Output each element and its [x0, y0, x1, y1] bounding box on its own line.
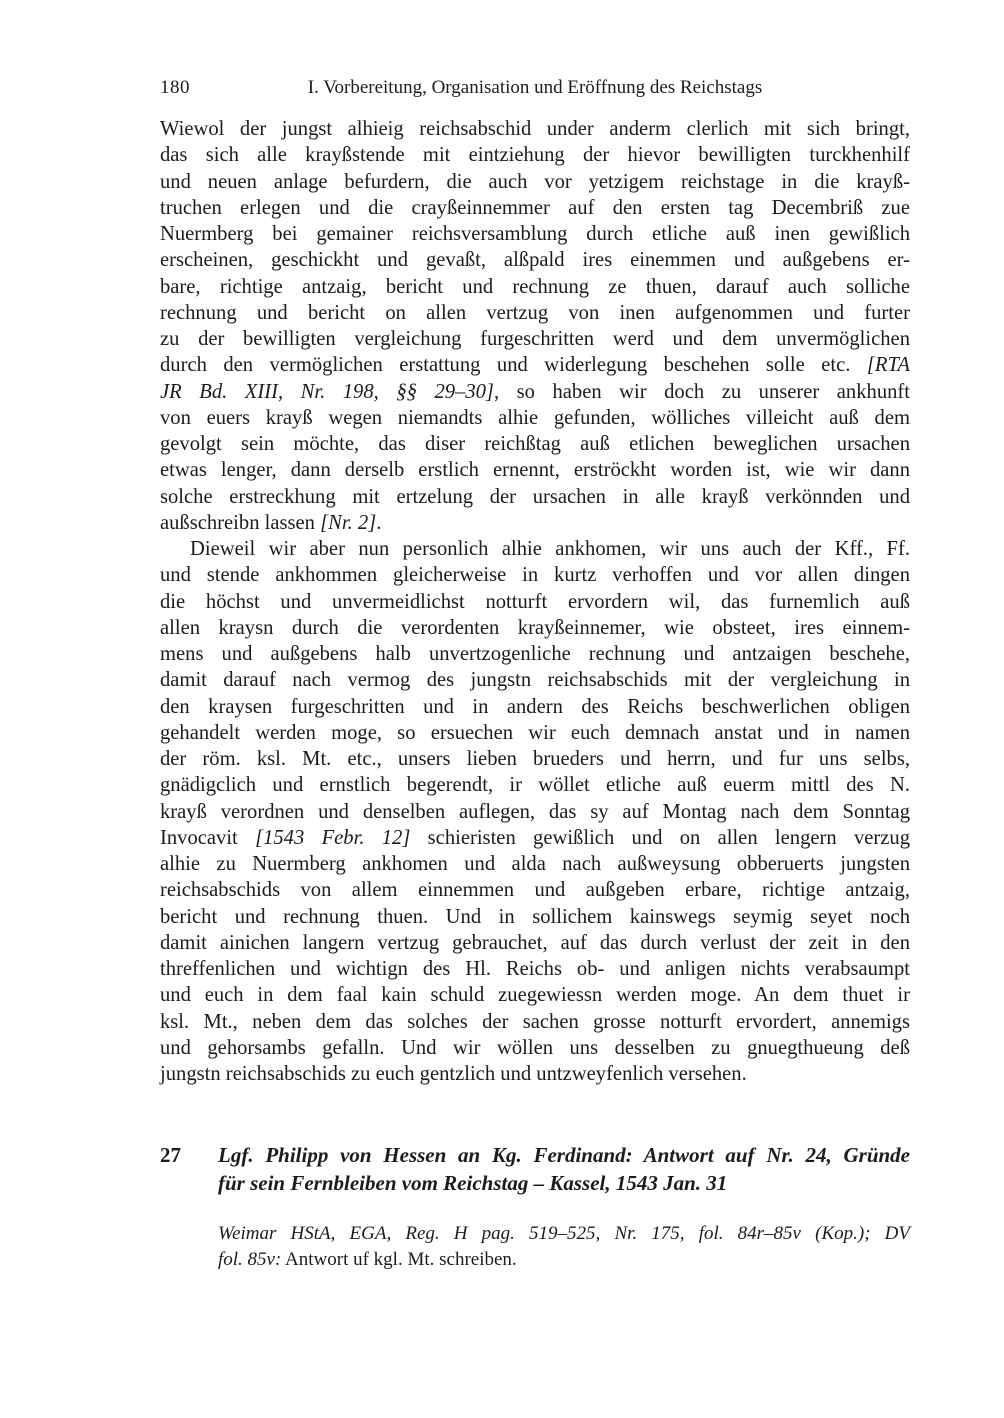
text-line: und euch in dem faal kain schuld zuegewiessn werden moge. An dem thuet ir	[160, 984, 910, 1007]
text-line: krayß verordnen und denselben auflegen, das sy auf Montag nach dem Sonntag	[160, 800, 910, 823]
text-line: alhie zu Nuermberg ankhomen und alda nach außweysung obberuerts jungsten	[160, 853, 910, 875]
text-line: bare, richtige antzaig, bericht und rechnung ze thuen, darauf auch solliche	[160, 275, 910, 298]
text-line: und gehorsambs gefalln. Und wir wöllen uns desselben zu gnuegthueung deß	[160, 1036, 910, 1059]
text-line: die höchst und unvermeidlichst notturft ervordern wil, das furnemlich auß	[160, 590, 910, 613]
text-line: und neuen anlage befurdern, die auch vor yetzigem reichstage in die krayß-	[160, 170, 910, 193]
body-text	[160, 116, 910, 1087]
text-line: gevolgt sein möchte, das diser reichßtag auß etlichen beweglichen ursachen	[160, 433, 910, 455]
paragraph-2	[160, 536, 910, 1087]
text-line: Dieweil wir aber nun personlich alhie ankhomen, wir uns auch der Kff., Ff.	[190, 538, 910, 560]
text-line: gnädigclich und ernstlich begerendt, ir wöllet etliche auß euerm mittl des N.	[160, 774, 910, 797]
text-line: erscheinen, geschickht und gevaßt, alßpald ires einemmen und außgebens er-	[160, 249, 910, 272]
text-line: reichsabschids von allem einnemmen und außgeben erbare, richtige antzaig,	[160, 879, 910, 902]
text-line: etwas lenger, dann derselb erstlich ernennt, erströckht worden ist, wie wir dann	[160, 459, 910, 482]
paragraph-1	[160, 116, 910, 536]
entry-number: 27	[160, 1143, 181, 1167]
text-line: und stende ankhommen gleicherweise in kurtz verhoffen und vor allen dingen	[160, 564, 910, 587]
text-line: solche erstreckhung mit ertzelung der ursachen in alle krayß verkönnden und	[160, 485, 910, 508]
text-line: das sich alle krayßstende mit eintziehung der hievor bewilligten turckhenhilf	[160, 144, 910, 167]
text-line: der röm. ksl. Mt. etc., unsers lieben brueders und herrn, und fur uns selbs,	[160, 748, 910, 770]
entry-source-citation	[218, 1221, 910, 1272]
text-line: den kraysen furgeschritten und in andern des Reichs beschwerlichen obligen	[160, 695, 910, 718]
text-line: fol. 85v: Antwort uf kgl. Mt. schreiben.	[218, 1248, 517, 1270]
text-line: Nuermberg bei gemainer reichsversamblung durch etliche auß inen gewißlich	[160, 223, 910, 245]
running-header	[160, 76, 910, 100]
text-line: zu der bewilligten vergleichung furgeschritten werd und dem unvermöglichen	[160, 328, 910, 350]
text-line: allen kraysn durch die verordenten krayßeinnemer, wie obsteet, ires einnem-	[160, 616, 910, 639]
text-line: gehandelt werden moge, so ersuechen wir euch demnach anstat und in namen	[160, 721, 910, 744]
entry-title	[218, 1141, 910, 1197]
text-line: mens und außgebens halb unvertzogenliche rechnung und antzaigen beschehe,	[160, 643, 910, 665]
text-line: rechnung und bericht on allen vertzug von inen aufgenommen und furter	[160, 301, 910, 324]
entry-27	[160, 1141, 910, 1272]
text-line: truchen erlegen und die crayßeinnemmer auf den ersten tag Decembriß zue	[160, 196, 910, 219]
text-line: ksl. Mt., neben dem das solches der sachen grosse notturft ervordert, annemigs	[160, 1010, 910, 1033]
text-line: jungstn reichsabschids zu euch gentzlich und untzweyfenlich versehen.	[160, 1063, 747, 1085]
text-line: Wiewol der jungst alhieig reichsabschid under anderm clerlich mit sich bringt,	[160, 118, 910, 140]
text-line: damit darauf nach vermog des jungstn reichsabschids mit der vergleichung in	[160, 669, 910, 692]
entry-heading-row	[160, 1141, 910, 1197]
text-line: Lgf. Philipp von Hessen an Kg. Ferdinand: Antwort auf Nr. 24, Gründe	[218, 1143, 910, 1167]
text-line: außschreibn lassen [Nr. 2].	[160, 511, 382, 534]
text-line: JR Bd. XIII, Nr. 198, §§ 29–30], so haben wir doch zu unserer ankhunft	[160, 380, 910, 403]
page-number: 180	[160, 77, 190, 98]
text-line: threffenlichen und wichtign des Hl. Reichs ob- und anligen nichts verabsaumpt	[160, 958, 910, 980]
running-header-title: I. Vorbereitung, Organisation und Eröffnung des Reichstags	[307, 77, 763, 98]
text-line: bericht und rechnung thuen. Und in sollichem kainswegs seymig seyet noch	[160, 905, 910, 928]
text-line: Weimar HStA, EGA, Reg. H pag. 519–525, Nr. 175, fol. 84r–85v (Kop.); DV	[218, 1223, 910, 1244]
text-line: damit ainichen langern vertzug gebrauchet, auf das durch verlust der zeit in den	[160, 931, 910, 954]
text-line: Invocavit [1543 Febr. 12] schieristen gewißlich und on allen lengern verzug	[160, 826, 910, 849]
text-line: durch den vermöglichen erstattung und widerlegung beschehen solle etc. [RTA	[160, 354, 910, 377]
text-line: von euers krayß wegen niemandts alhie gefunden, wölliches villeicht auß dem	[160, 406, 910, 429]
text-line: für sein Fernbleiben vom Reichstag – Kassel, 1543 Jan. 31	[218, 1171, 728, 1195]
